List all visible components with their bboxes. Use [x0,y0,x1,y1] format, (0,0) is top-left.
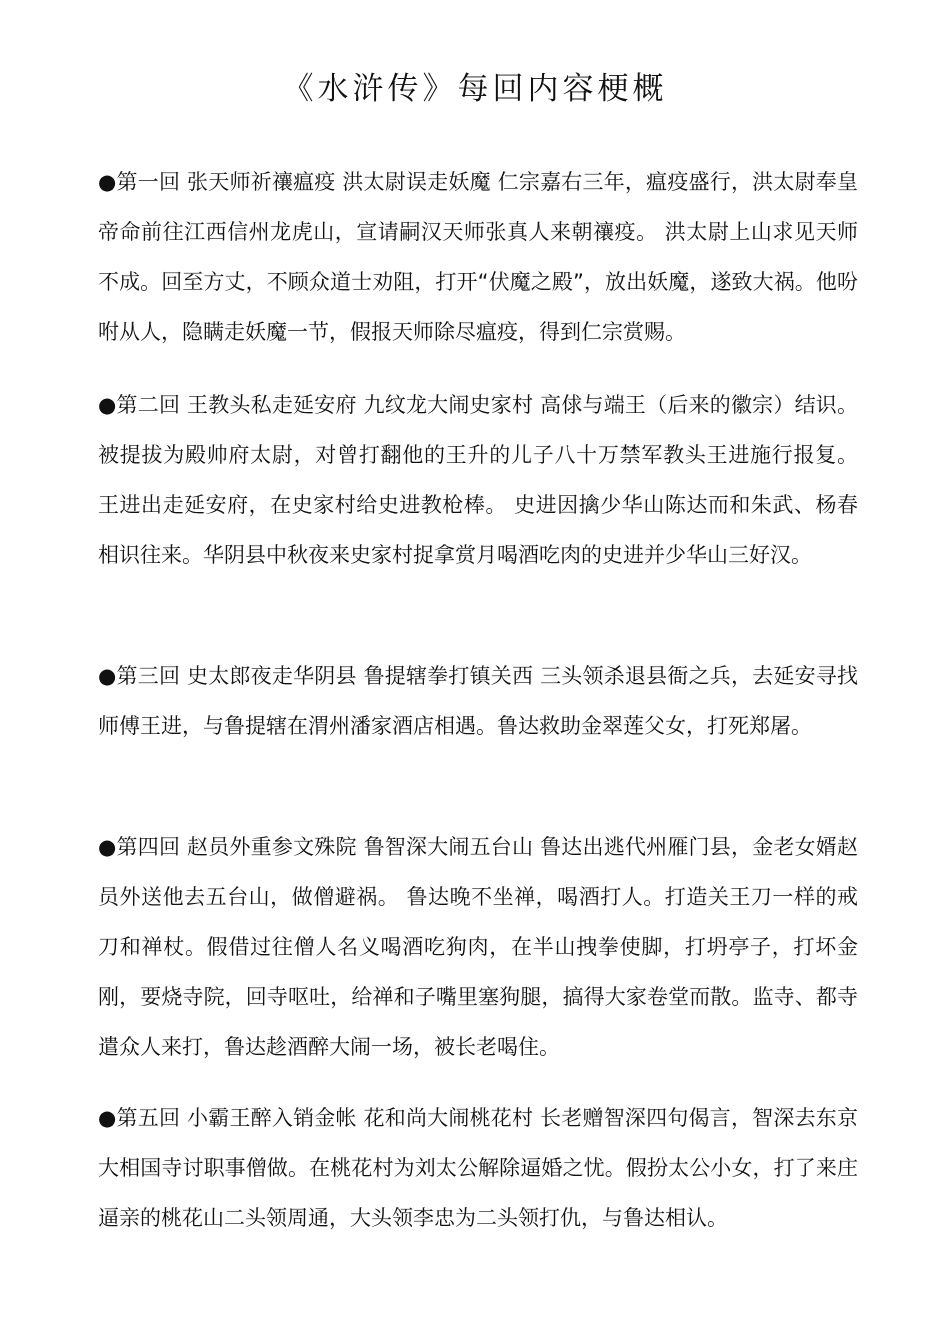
chapter-4-text: ●第四回 赵员外重参文殊院 鲁智深大闹五台山 鲁达出逃代州雁门县，金老女婿赵员外送他去五台山，做僧避祸。 鲁达晚不坐禅，喝酒打人。打造关王刀一样的戒刀和禅杖。假借过往僧人名义喝酒吃狗肉，在半山拽拳使脚，打坍亭子，打坏金刚，要烧寺院，回寺呕吐，给禅和子嘴里塞狗腿，搞得大家卷堂而散。监寺、都寺遣众人来打，鲁达趁酒醉大闹一场，被长老喝住。 [98,835,858,1059]
chapter-5-summary [98,1093,858,1243]
chapter-5-text: ●第五回 小霸王醉入销金帐 花和尚大闹桃花村 长老赠智深四句偈言，智深去东京大相国寺讨职事僧做。在桃花村为刘太公解除逼婚之忧。假扮太公小女，打了来庄逼亲的桃花山二头领周通，大头领李忠为二头领打仇，与鲁达相认。 [98,1106,858,1230]
chapter-1-text: ●第一回 张天师祈禳瘟疫 洪太尉误走妖魔 仁宗嘉右三年，瘟疫盛行，洪太尉奉皇帝命前往江西信州龙虎山，宣请嗣汉天师张真人来朝禳疫。 洪太尉上山求见天师不成。回至方丈，不顾众道士劝阻，打开“伏魔之殿”，放出妖魔，遂致大祸。他吩咐从人，隐瞒走妖魔一节，假报天师除尽瘟疫，得到仁宗赏赐。 [98,170,858,344]
chapter-2-summary [98,380,858,580]
chapter-4-summary [98,822,858,1072]
chapter-1-summary [98,157,858,357]
document-title: 《水浒传》每回内容梗概 [282,71,668,107]
chapter-3-summary [98,651,858,751]
chapter-2-text: ●第二回 王教头私走延安府 九纹龙大闹史家村 高俅与端王（后来的徽宗）结识。被提拔为殿帅府太尉，对曾打翻他的王升的儿子八十万禁军教头王进施行报复。 王进出走延安府，在史家村给史进教枪棒。 史进因擒少华山陈达而和朱武、杨春相识往来。华阴县中秋夜来史家村捉拿赏月喝酒吃肉的史进并少华山三好汉。 [98,393,858,567]
chapter-3-text: ●第三回 史太郎夜走华阴县 鲁提辖拳打镇关西 三头领杀退县衙之兵，去延安寻找师傅王进，与鲁提辖在渭州潘家酒店相遇。鲁达救助金翠莲父女，打死郑屠。 [98,664,858,738]
